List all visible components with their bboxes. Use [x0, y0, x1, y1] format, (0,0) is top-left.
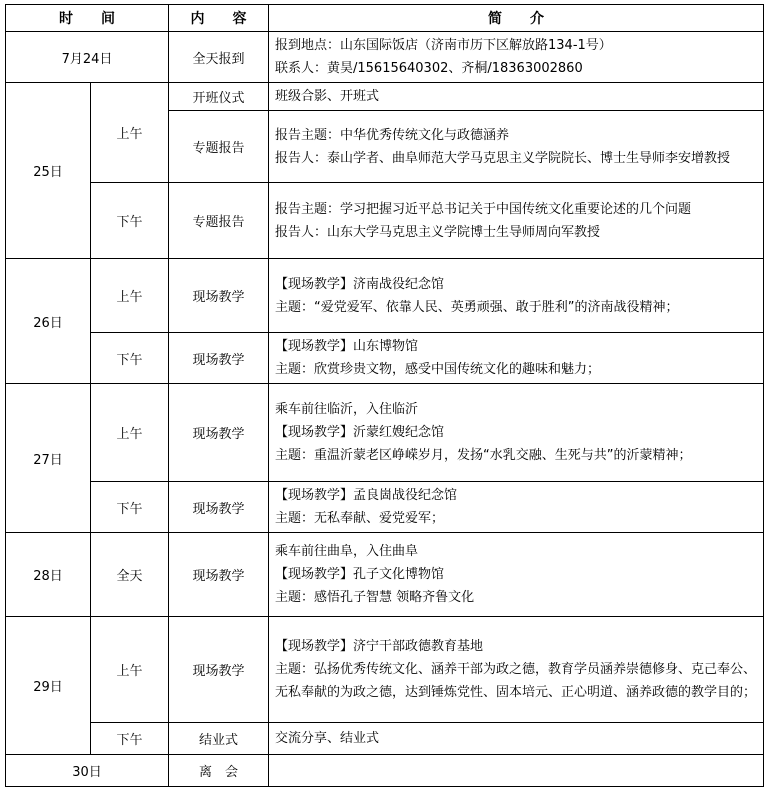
intro-line: 报告人：山东大学马克思主义学院博士生导师周向军教授 [275, 224, 601, 240]
content-cell: 现场教学 [169, 617, 269, 723]
header-content: 内 容 [169, 5, 269, 32]
intro-line: 交流分享、结业式 [275, 731, 380, 746]
intro-line: 主题：“爱党爱军、依靠人民、英勇顽强、敢于胜利”的济南战役精神； [275, 299, 679, 315]
intro-line: 联系人：黄昊/15615640302、齐桐/18363002860 [275, 61, 583, 76]
period-cell: 下午 [91, 333, 169, 384]
table-row [6, 482, 764, 533]
intro-line: 报告主题：中华优秀传统文化与政德涵养 [275, 127, 510, 143]
table-row [6, 32, 764, 83]
intro-line: 班级合影、开班式 [275, 89, 380, 104]
period-cell: 下午 [91, 183, 169, 259]
table-row [6, 723, 764, 755]
intro-cell [269, 183, 764, 259]
table-row [6, 755, 764, 787]
intro-cell [269, 723, 764, 755]
content-cell: 现场教学 [169, 533, 269, 617]
content-cell: 离 会 [169, 755, 269, 787]
intro-line: 主题：弘扬优秀传统文化、涵养干部为政之德，教育学员涵养崇德修身、克己奉公、无私奉献的为政之德，达到锤炼党性、固本培元、正心明道、涵养政德的教学目的； [275, 662, 757, 700]
intro-cell [269, 83, 764, 111]
intro-line: 主题：无私奉献、爱党爱军； [275, 511, 445, 526]
intro-cell [269, 482, 764, 533]
header-intro: 简 介 [269, 5, 764, 32]
content-cell: 开班仪式 [169, 83, 269, 111]
intro-line: 【现场教学】孟良崮战役纪念馆 [275, 488, 458, 503]
period-cell: 上午 [91, 384, 169, 482]
intro-line: 主题：重温沂蒙老区峥嵘岁月，发扬“水乳交融、生死与共”的沂蒙精神； [275, 448, 692, 463]
table-row [6, 384, 764, 482]
date-cell: 30日 [6, 755, 169, 787]
intro-cell [269, 533, 764, 617]
content-cell: 现场教学 [169, 333, 269, 384]
schedule-table [5, 4, 764, 787]
table-row [6, 259, 764, 333]
intro-cell [269, 333, 764, 384]
table-row [6, 333, 764, 384]
date-cell: 27日 [6, 384, 91, 533]
table-row [6, 617, 764, 723]
intro-cell [269, 259, 764, 333]
table-row [6, 83, 764, 111]
period-cell: 上午 [91, 259, 169, 333]
date-cell: 28日 [6, 533, 91, 617]
table-row [6, 533, 764, 617]
intro-line: 主题：欣赏珍贵文物，感受中国传统文化的趣味和魅力； [275, 362, 601, 377]
intro-line: 【现场教学】沂蒙红嫂纪念馆 [275, 425, 445, 440]
content-cell: 全天报到 [169, 32, 269, 83]
intro-cell [269, 384, 764, 482]
intro-cell [269, 617, 764, 723]
intro-line: 【现场教学】孔子文化博物馆 [275, 567, 445, 582]
date-cell: 26日 [6, 259, 91, 384]
intro-line: 【现场教学】济宁干部政德教育基地 [275, 639, 484, 654]
intro-line: 【现场教学】济南战役纪念馆 [275, 276, 445, 292]
period-cell: 下午 [91, 723, 169, 755]
content-cell: 结业式 [169, 723, 269, 755]
intro-cell [269, 755, 764, 787]
period-cell: 上午 [91, 617, 169, 723]
intro-cell [269, 111, 764, 183]
date-cell: 29日 [6, 617, 91, 755]
period-cell: 上午 [91, 83, 169, 183]
intro-cell [269, 32, 764, 83]
date-cell: 25日 [6, 83, 91, 259]
intro-line: 主题：感悟孔子智慧 领略齐鲁文化 [275, 590, 475, 605]
intro-line: 【现场教学】山东博物馆 [275, 339, 419, 354]
intro-line: 乘车前往临沂，入住临沂 [275, 402, 419, 417]
content-cell: 现场教学 [169, 482, 269, 533]
intro-line: 报告主题：学习把握习近平总书记关于中国传统文化重要论述的几个问题 [275, 201, 692, 217]
content-cell: 专题报告 [169, 183, 269, 259]
intro-line: 乘车前往曲阜，入住曲阜 [275, 544, 419, 559]
period-cell: 全天 [91, 533, 169, 617]
content-cell: 专题报告 [169, 111, 269, 183]
content-cell: 现场教学 [169, 384, 269, 482]
intro-line: 报告人：泰山学者、曲阜师范大学马克思主义学院院长、博士生导师李安增教授 [275, 150, 731, 166]
date-cell: 7月24日 [6, 32, 169, 83]
period-cell: 下午 [91, 482, 169, 533]
intro-line: 报到地点：山东国际饭店（济南市历下区解放路134-1号） [275, 38, 612, 53]
content-cell: 现场教学 [169, 259, 269, 333]
header-time: 时 间 [6, 5, 169, 32]
table-row [6, 183, 764, 259]
header-row [6, 5, 764, 32]
